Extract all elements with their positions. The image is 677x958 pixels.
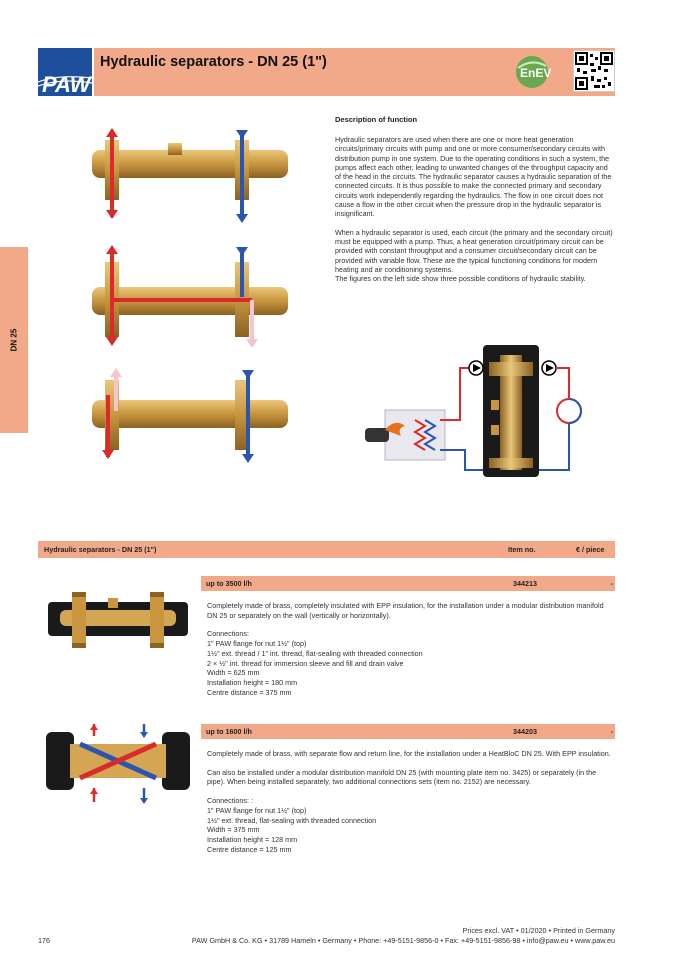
product-image-344203: [44, 724, 192, 806]
product-price: -: [610, 727, 613, 736]
product-image-344213: [44, 590, 192, 650]
side-tab-label: DN 25: [9, 328, 19, 352]
svg-text:PAW: PAW: [42, 72, 91, 96]
connections-label: Connections:: [207, 629, 249, 639]
spec-line: Installation height = 180 mm: [207, 677, 298, 687]
product-text: Completely made of brass, completely insulated with EPP insulation, for the installation under a modular distribution manifold DN 25 or separately on the wall (vertically or horizontally).: [207, 601, 604, 620]
product-row-1: [201, 576, 615, 591]
spec-line: Centre distance = 125 mm: [207, 844, 292, 854]
product-description-1: [207, 601, 615, 697]
product-item-no: 344213: [513, 579, 537, 588]
spec-line: 1" PAW flange for nut 1½" (top): [207, 639, 307, 649]
product-text: Completely made of brass, with separate flow and return line, for the installation under a HeatBloC DN 25. With EPP insulation.: [207, 749, 611, 758]
product-item-no: 344203: [513, 727, 537, 736]
product-name: up to 3500 l/h: [206, 579, 252, 588]
spec-line: 1" PAW flange for nut 1½" (top): [207, 805, 307, 815]
svg-text:EnEV: EnEV: [520, 66, 552, 80]
section-side-tab: [0, 247, 28, 433]
system-schematic: [355, 340, 595, 490]
spec-line: Installation height = 128 mm: [207, 834, 298, 844]
figure-3: [92, 368, 288, 463]
spec-line: 1½" ext. thread / 1" int. thread, flat-sealing with threaded connection: [207, 648, 423, 658]
spec-line: Width = 625 mm: [207, 668, 260, 678]
product-description-2: [207, 749, 615, 854]
footer-line-2: PAW GmbH & Co. KG • 31789 Hameln • Germany • Phone: +49-5151-9856-0 • Fax: +49-5151-9856-98 • info@paw.eu • www.paw.eu: [191, 936, 615, 945]
spec-line: 2 × ½" int. thread for immersion sleeve and fill and drain valve: [207, 658, 404, 668]
column-price: € / piece: [576, 545, 605, 554]
description-paragraph: The figures on the left side show three possible conditions of hydraulic stability.: [335, 274, 586, 284]
paw-logo: [38, 48, 92, 96]
table-title: Hydraulic separators - DN 25 (1"): [44, 545, 157, 554]
connections-label: Connections: :: [207, 796, 253, 806]
description-paragraph: When a hydraulic separator is used, each circuit (the primary and the secondary circuit) must be equipped with a pump. Thus, a heat generation circuit/primary circuit can be provided with constant throughput and a consumer circuit/secondary circuit can be provided with variable flow. These are the typical functioning conditions for modern heating and air conditioning systems.: [335, 227, 613, 274]
table-header: [38, 541, 615, 558]
product-price: -: [610, 579, 613, 588]
separator-flow-diagrams: [80, 125, 300, 465]
spec-line: Width = 375 mm: [207, 825, 260, 835]
spec-line: Centre distance = 375 mm: [207, 687, 292, 697]
enev-badge-icon: [512, 54, 552, 90]
figure-1: [92, 128, 288, 223]
page-number: 176: [38, 936, 50, 945]
product-name: up to 1600 l/h: [206, 727, 252, 736]
description-paragraph: Hydraulic separators are used when there are one or more heat generation circuits/primary circuits with pump and one or more consumer/secondary circuits with distribution pump in one system. Due to the operating conditions in such a system, the pumps affect each other, leading to unwanted changes of the throughput capacity and of the head in the circuits. The hydraulic separator causes a hydraulic separation of the connected circuits. It is thus possible to make the connected primary and secondary circuits work independently regarding the hydraulics. The flow in one circuit does not cause a flow in the other circuit when the pressure drop in the hydraulic separator is insignificant.: [335, 135, 612, 219]
footer-line-1: Prices excl. VAT • 01/2020 • Printed in Germany: [462, 926, 615, 935]
column-item-no: Item no.: [508, 545, 536, 554]
product-row-2: [201, 724, 615, 739]
figure-2: [92, 245, 288, 348]
spec-line: 1½" ext. thread, flat-sealing with threaded connection: [207, 815, 377, 825]
page-title: Hydraulic separators - DN 25 (1"): [100, 54, 327, 70]
product-text: Can also be installed under a modular distribution manifold DN 25 (with mounting plate item no. 3425) or separately (in the pipe). When being installed separately, two additional connections sets (item no. 2152) are necessary.: [207, 767, 597, 787]
description-text: [335, 135, 613, 292]
qr-code-icon: [573, 50, 615, 92]
description-heading: Description of function: [335, 115, 418, 124]
